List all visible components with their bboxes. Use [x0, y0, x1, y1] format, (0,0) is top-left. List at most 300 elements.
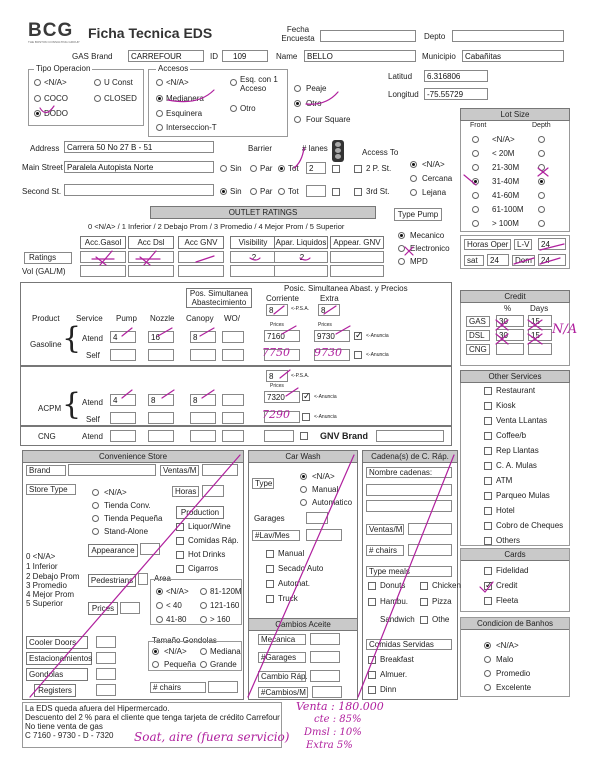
comida-dinn-checkbox[interactable] — [368, 686, 376, 694]
gas-self-anuncia-checkbox[interactable] — [354, 351, 362, 359]
prod-cigarros-checkbox[interactable] — [176, 565, 184, 573]
card-checkbox[interactable] — [484, 597, 492, 605]
id-field[interactable]: 109 — [222, 50, 268, 62]
cng-checkbox[interactable] — [300, 432, 308, 440]
meal-other-checkbox[interactable] — [420, 616, 428, 624]
cw-truck-checkbox[interactable] — [266, 595, 274, 603]
hw-gas-price-e-new: 9730 — [314, 346, 342, 359]
prod-comidas-checkbox[interactable] — [176, 537, 184, 545]
acpm-anuncia-checkbox[interactable] — [302, 393, 310, 401]
acpm-nozzle-field[interactable]: 8 — [148, 394, 174, 406]
comida-dinn-label: Dinn — [380, 685, 397, 694]
store-type-na-radio[interactable] — [92, 489, 99, 496]
outlet-rating-field[interactable]: 2 — [274, 251, 328, 263]
cng-price[interactable] — [264, 430, 294, 442]
credit-pct-field[interactable] — [496, 343, 524, 355]
outlet-scale: 0 <N/A> / 1 Inferior / 2 Debajo Prom / 3 Promedio / 4 Mejor Prom / 5 Superior — [88, 222, 345, 231]
outlet-ratings-title: OUTLET RATINGS — [150, 206, 376, 219]
dom-label: Dom — [512, 255, 535, 266]
appearance-field[interactable] — [140, 543, 160, 555]
cards-title: Cards — [460, 548, 570, 561]
meal-donuts-checkbox[interactable] — [368, 582, 376, 590]
tamano-label: Tamaño Gondolas — [152, 636, 217, 645]
access-cercana-label: Cercana — [422, 174, 453, 183]
acpm-atend-label: Atend — [82, 398, 103, 407]
cadena-nombre-1[interactable] — [366, 484, 452, 496]
bcg-logo: BCG — [28, 20, 74, 41]
access-na-label: <N/A> — [422, 160, 445, 169]
acpm-price-field[interactable]: 7320 — [264, 391, 300, 403]
store-scale-5: 5 Superior — [26, 599, 63, 608]
dom-field[interactable]: 24 — [538, 254, 566, 266]
cw-automat-label: Automat. — [278, 579, 311, 588]
tamano-grande-label: Grande — [210, 660, 237, 669]
gas-anuncia-label: <-Anuncia — [366, 333, 389, 339]
cambios-m-field[interactable] — [312, 686, 342, 698]
cw-manual-checkbox[interactable] — [266, 550, 274, 558]
latitud-label: Latitud — [388, 72, 413, 81]
tipo-coco-label: COCO — [44, 94, 68, 103]
outlet-rating-field[interactable] — [128, 251, 174, 263]
acpm-self-wo[interactable] — [222, 412, 244, 424]
cadena-ventas-label: Ventas/M — [366, 524, 404, 535]
production-label: Production — [176, 506, 224, 519]
store-ventas-field[interactable] — [202, 464, 238, 476]
cng-nozzle[interactable] — [148, 430, 174, 442]
extra-pos-field[interactable]: 8 — [318, 304, 340, 316]
area-40-radio[interactable] — [156, 602, 163, 609]
tamano-grande-radio[interactable] — [200, 661, 207, 668]
note-line-4: C 7160 - 9730 - D - 7320 — [25, 731, 114, 740]
gas-self-label: Self — [86, 351, 100, 360]
meal-pizza-checkbox[interactable] — [420, 598, 428, 606]
gondolas-field[interactable] — [96, 668, 116, 680]
lot-depth-radio[interactable] — [538, 136, 545, 143]
credit-row-label: CNG — [466, 344, 490, 355]
area-81-radio[interactable] — [200, 588, 207, 595]
tamano-pequena-label: Pequeña — [164, 660, 197, 669]
cng-canopy[interactable] — [190, 430, 216, 442]
condicion-label: <N/A> — [496, 641, 519, 650]
service-label: Hotel — [496, 506, 515, 515]
outlet-col-header: Acc.Gasol — [80, 236, 126, 249]
store-type-na-label: <N/A> — [104, 488, 127, 497]
tamano-na-radio[interactable] — [152, 648, 159, 655]
accesos-esquinera-radio[interactable] — [156, 110, 163, 117]
condicion-radio[interactable] — [484, 642, 491, 649]
peaje-otro-radio[interactable] — [294, 100, 301, 107]
cw-secado-checkbox[interactable] — [266, 565, 274, 573]
outlet-rating-field[interactable] — [80, 251, 126, 263]
accesos-otro-radio[interactable] — [230, 105, 237, 112]
gas-wo-field[interactable] — [222, 331, 244, 343]
lanes-field[interactable]: 2 — [306, 162, 326, 174]
mecanica-field[interactable] — [310, 633, 340, 645]
second-chk-a[interactable] — [332, 188, 340, 196]
service-checkbox[interactable] — [484, 537, 492, 545]
registers-field[interactable] — [96, 684, 116, 696]
prices-label-e: Prices — [318, 322, 332, 328]
lot-size-label: 21-30M — [492, 163, 520, 172]
bcg-logo-sub: THE BOSTON CONSULTING GROUP — [28, 40, 80, 44]
lot-front-radio[interactable] — [472, 206, 479, 213]
outlet-vol-field[interactable] — [178, 265, 224, 277]
meal-chicken-checkbox[interactable] — [420, 582, 428, 590]
tipo-operacion-title: Tipo Operacion — [36, 64, 91, 73]
tipo-uconst-label: U Const — [104, 78, 133, 87]
outlet-rating-field[interactable]: 2 — [230, 251, 276, 263]
cw-automat-checkbox[interactable] — [266, 580, 274, 588]
depto-field[interactable] — [452, 30, 564, 42]
comida-almuer-checkbox[interactable] — [368, 671, 376, 679]
tamano-mediana-radio[interactable] — [200, 648, 207, 655]
main-sin-label: Sin — [230, 164, 242, 173]
estac-field[interactable] — [96, 652, 116, 664]
gas-atend-label: Atend — [82, 334, 103, 343]
municipio-field[interactable]: Cabañitas — [462, 50, 564, 62]
acpm-anuncia-label: <-Anuncia — [314, 394, 337, 400]
lot-front-radio[interactable] — [472, 220, 479, 227]
meal-hambu-checkbox[interactable] — [368, 598, 376, 606]
acpm-wo-field[interactable] — [222, 394, 244, 406]
pump-mecanico-radio[interactable] — [398, 232, 405, 239]
lot-size-label: 61-100M — [492, 205, 524, 214]
carwash-manual-label: Manual — [312, 485, 339, 494]
lot-depth-label: Depth — [532, 122, 551, 129]
acpm-self-pump[interactable] — [110, 412, 136, 424]
outlet-vol-field[interactable] — [330, 265, 384, 277]
store-brand-field[interactable] — [68, 464, 156, 476]
acpm-self-anuncia-checkbox[interactable] — [302, 413, 310, 421]
service-checkbox[interactable] — [484, 402, 492, 410]
address-label: Address — [30, 144, 60, 153]
access-cercana-radio[interactable] — [410, 175, 417, 182]
store-type-conv-radio[interactable] — [92, 502, 99, 509]
lot-front-radio[interactable] — [472, 150, 479, 157]
credit-days-field[interactable]: 15 — [528, 329, 552, 341]
gas-canopy-field[interactable]: 8 — [190, 331, 216, 343]
area-41-radio[interactable] — [156, 616, 163, 623]
horas-oper-label: Horas Oper — [464, 239, 511, 250]
psa-label: <-P.S.A. — [291, 306, 310, 312]
outlet-vol-field[interactable] — [274, 265, 328, 277]
access-lejana-radio[interactable] — [410, 189, 417, 196]
service-label: Rep Llantas — [496, 446, 539, 455]
acpm-canopy-field[interactable]: 8 — [190, 394, 216, 406]
cng-label: CNG — [38, 432, 56, 441]
area-160-label: > 160 — [210, 615, 231, 624]
area-na-radio[interactable] — [156, 588, 163, 595]
address-field[interactable]: Carrera 50 No 27 B - 51 — [64, 141, 214, 153]
second-tot-radio[interactable] — [278, 188, 285, 195]
acpm-psa-label: <-P.S.A. — [291, 373, 310, 379]
store-chairs-field[interactable] — [208, 681, 238, 693]
condicion-label: Malo — [496, 655, 514, 664]
main-par-label: Par — [260, 164, 273, 173]
gnv-brand-label: GNV Brand — [320, 431, 369, 441]
pump-mecanico-label: Mecanico — [410, 231, 445, 240]
main-street-field[interactable]: Paralela Autopista Norte — [64, 161, 214, 173]
lv-label: L-V — [514, 239, 532, 250]
lot-depth-radio[interactable] — [538, 206, 545, 213]
hw-acpm-price-new: 7290 — [262, 408, 290, 421]
accesos-interseccion-label: Interseccion-T — [166, 123, 217, 132]
service-checkbox[interactable] — [484, 492, 492, 500]
service-label: C. A. Mulas — [496, 461, 537, 470]
gas-self-wo[interactable] — [222, 349, 244, 361]
second-sin-radio[interactable] — [220, 188, 227, 195]
outlet-vol-field[interactable] — [230, 265, 276, 277]
accesos-title: Accesos — [158, 64, 189, 73]
service-label: Cobro de Cheques — [496, 521, 564, 530]
accesos-interseccion-radio[interactable] — [156, 124, 163, 131]
tipo-uconst-radio[interactable] — [94, 79, 101, 86]
cadena-nombre-2[interactable] — [366, 500, 452, 512]
card-checkbox[interactable] — [484, 567, 492, 575]
carwash-garages-label: Garages — [254, 514, 285, 523]
sat-label: sat — [464, 255, 484, 266]
store-horas-field[interactable] — [202, 485, 224, 497]
outlet-rating-field[interactable] — [330, 251, 384, 263]
lv-field[interactable]: 24 — [538, 238, 566, 250]
carwash-manual-radio[interactable] — [300, 486, 307, 493]
access-na-radio[interactable] — [410, 161, 417, 168]
ratings-label: Ratings — [24, 252, 72, 264]
store-chairs-label: # chairs — [150, 682, 206, 693]
pedestrians-label: Pedestrians — [88, 574, 136, 587]
accesos-medianera-radio[interactable] — [156, 95, 163, 102]
depto-label: Depto — [424, 32, 446, 41]
gas-brand-label: GAS Brand — [72, 52, 113, 61]
service-checkbox[interactable] — [484, 387, 492, 395]
condicion-radio[interactable] — [484, 670, 491, 677]
gnv-brand-field[interactable] — [376, 430, 444, 442]
main-tot-radio[interactable] — [278, 165, 285, 172]
condicion-radio[interactable] — [484, 684, 491, 691]
estac-label: Estacionamientos — [26, 652, 92, 665]
credit-row-label: GAS — [466, 316, 490, 327]
lot-size-title: Lot Size — [460, 108, 570, 121]
third-st-checkbox[interactable] — [354, 188, 362, 196]
gas-price-e-field[interactable]: 9730 — [314, 330, 350, 342]
service-checkbox[interactable] — [484, 432, 492, 440]
fecha-field[interactable] — [320, 30, 416, 42]
service-checkbox[interactable] — [484, 417, 492, 425]
tipo-dodo-radio[interactable] — [34, 110, 41, 117]
store-type-stand-radio[interactable] — [92, 528, 99, 535]
prod-hotdrinks-checkbox[interactable] — [176, 551, 184, 559]
main-chk-a[interactable] — [332, 165, 340, 173]
pump-electronico-radio[interactable] — [398, 245, 405, 252]
second-sin-label: Sin — [230, 187, 242, 196]
area-81-label: 81-120M — [210, 587, 242, 596]
tipo-closed-label: CLOSED — [104, 94, 137, 103]
gas-pump-field[interactable]: 4 — [110, 331, 136, 343]
prod-liquor-checkbox[interactable] — [176, 523, 184, 531]
hw-cte: cte : 85% — [314, 714, 362, 725]
hw-extra: Extra 5% — [306, 740, 353, 751]
service-label: Coffee/b — [496, 431, 527, 440]
gas-price-c-field[interactable]: 7160 — [264, 330, 300, 342]
condicion-radio[interactable] — [484, 656, 491, 663]
gas-self-pump[interactable] — [110, 349, 136, 361]
cng-wo[interactable] — [222, 430, 244, 442]
longitud-field[interactable]: -75.55729 — [424, 88, 488, 100]
acpm-self-nozzle[interactable] — [148, 412, 174, 424]
store-type-pequena-radio[interactable] — [92, 515, 99, 522]
lot-depth-radio[interactable] — [538, 164, 545, 171]
area-40-label: < 40 — [166, 601, 182, 610]
two-p-st-checkbox[interactable] — [354, 165, 362, 173]
carwash-na-label: <N/A> — [312, 472, 335, 481]
tipo-closed-radio[interactable] — [94, 95, 101, 102]
col-nozzle: Nozzle — [150, 314, 175, 323]
prod-liquor-label: Liquor/Wine — [188, 522, 231, 531]
peaje-otro-label: Otro — [306, 99, 322, 108]
store-type-label: Store Type — [26, 484, 76, 495]
accesos-esq1-radio[interactable] — [230, 79, 237, 86]
peaje-radio[interactable] — [294, 85, 301, 92]
corriente-label: Corriente — [266, 294, 299, 303]
tipo-na-radio[interactable] — [34, 79, 41, 86]
lot-front-radio[interactable] — [472, 164, 479, 171]
gas-self-canopy[interactable] — [190, 349, 216, 361]
cadena-ventas-field[interactable] — [408, 523, 452, 535]
service-checkbox[interactable] — [484, 507, 492, 515]
cambio-rap-field[interactable] — [310, 670, 340, 682]
vol-label: Vol (GAL/M) — [22, 267, 66, 276]
second-st-field[interactable] — [64, 184, 214, 196]
store-type-pequena-label: Tienda Pequeña — [104, 514, 163, 523]
area-na-label: <N/A> — [166, 587, 189, 596]
lot-depth-radio[interactable] — [538, 220, 545, 227]
note-line-2: Descuento del 2 % para el cliente que tenga tarjeta de crédito Carrefour — [25, 713, 280, 722]
cng-pump[interactable] — [110, 430, 136, 442]
credit-pct-field[interactable]: 30 — [496, 329, 524, 341]
tipo-coco-radio[interactable] — [34, 95, 41, 102]
gas-brand-field[interactable]: CARREFOUR — [128, 50, 204, 62]
tamano-na-label: <N/A> — [164, 647, 187, 656]
service-checkbox[interactable] — [484, 462, 492, 470]
store-scale-2: 2 Debajo Prom — [26, 572, 80, 581]
two-p-st-label: 2 P. St. — [366, 164, 392, 173]
area-121-radio[interactable] — [200, 602, 207, 609]
cooler-field[interactable] — [96, 636, 116, 648]
store-prices-field[interactable] — [120, 602, 140, 614]
gasoline-brace: { — [62, 321, 82, 356]
name-field[interactable]: BELLO — [304, 50, 416, 62]
credit-pct-field[interactable]: 30 — [496, 315, 524, 327]
gas-anuncia-checkbox[interactable] — [354, 332, 362, 340]
lot-size-label: 31-40M — [492, 177, 520, 186]
municipio-label: Municipio — [422, 52, 456, 61]
accesos-esq1-label: Esq. con 1 Acceso — [240, 75, 278, 93]
lot-front-radio[interactable] — [472, 136, 479, 143]
lot-depth-radio[interactable] — [538, 150, 545, 157]
credit-days-field[interactable] — [528, 343, 552, 355]
carwash-type-label: Type — [252, 478, 274, 489]
accesos-otro-label: Otro — [240, 104, 256, 113]
second-lanes-field[interactable] — [306, 185, 326, 197]
accesos-medianera-label: Medianera — [166, 94, 204, 103]
acpm-self-anuncia-label: <-Anuncia — [314, 414, 337, 420]
service-checkbox[interactable] — [484, 477, 492, 485]
third-st-label: 3rd St. — [366, 187, 390, 196]
outlet-col-header: Visibility — [230, 236, 276, 249]
carwash-na-radio[interactable] — [300, 473, 307, 480]
outlet-vol-field[interactable] — [128, 265, 174, 277]
prices-label-c: Prices — [270, 322, 284, 328]
condicion-title: Condicion de Banhos — [460, 617, 570, 630]
service-checkbox[interactable] — [484, 522, 492, 530]
four-square-label: Four Square — [306, 115, 351, 124]
accesos-na-radio[interactable] — [156, 79, 163, 86]
cw-manual-label: Manual — [278, 549, 305, 558]
lot-front-radio[interactable] — [472, 192, 479, 199]
corriente-pos-field[interactable]: 8 — [266, 304, 288, 316]
lot-front-radio[interactable] — [472, 178, 479, 185]
comida-breakfast-label: Breakfast — [380, 655, 414, 664]
second-par-radio[interactable] — [250, 188, 257, 195]
col-pump: Pump — [116, 314, 137, 323]
gas-nozzle-field[interactable]: 16 — [148, 331, 174, 343]
acpm-self-canopy[interactable] — [190, 412, 216, 424]
col-service: Service — [76, 314, 103, 323]
lot-depth-radio[interactable] — [538, 192, 545, 199]
meal-other-label: Othe — [432, 615, 450, 624]
latitud-field[interactable]: 6.316806 — [424, 70, 488, 82]
main-par-radio[interactable] — [250, 165, 257, 172]
gas-self-nozzle[interactable] — [148, 349, 174, 361]
garages2-field[interactable] — [310, 651, 340, 663]
carwash-title: Car Wash — [248, 450, 358, 463]
sat-field[interactable]: 24 — [487, 254, 509, 266]
outlet-rating-field[interactable] — [178, 251, 224, 263]
gondolas-label: Gondolas — [26, 668, 88, 681]
carwash-garages-field[interactable] — [306, 512, 328, 524]
lot-front-label: Front — [470, 122, 487, 129]
acpm-label: ACPM — [38, 404, 62, 413]
area-160-radio[interactable] — [200, 616, 207, 623]
lav-field[interactable] — [306, 529, 342, 541]
outlet-vol-field[interactable] — [80, 265, 126, 277]
service-checkbox[interactable] — [484, 447, 492, 455]
carwash-auto-radio[interactable] — [300, 499, 307, 506]
card-checkbox[interactable] — [484, 582, 492, 590]
acpm-pump-field[interactable]: 4 — [110, 394, 136, 406]
accesos-esquinera-label: Esquinera — [166, 109, 203, 118]
lot-depth-radio[interactable] — [538, 178, 545, 185]
tipo-dodo-label: DODO — [44, 109, 68, 118]
main-sin-radio[interactable] — [220, 165, 227, 172]
cadena-chairs-field[interactable] — [408, 544, 452, 556]
tamano-mediana-label: Mediana — [210, 647, 241, 656]
store-scale-1: 1 Inferior — [26, 562, 58, 571]
pump-mpd-radio[interactable] — [398, 258, 405, 265]
tamano-pequena-radio[interactable] — [152, 661, 159, 668]
credit-days-field[interactable]: 15 — [528, 315, 552, 327]
name-label: Name — [276, 52, 298, 61]
credit-days-label: Days — [530, 304, 549, 313]
cadena-chairs-label: # chairs — [366, 545, 404, 556]
pedestrians-field[interactable] — [138, 573, 148, 585]
comida-breakfast-checkbox[interactable] — [368, 656, 376, 664]
hw-ventas: Venta : 180.000 — [296, 700, 384, 713]
outlet-col-header: Acc GNV — [178, 236, 224, 249]
acpm-pos-field[interactable]: 8 — [266, 370, 288, 382]
four-square-radio[interactable] — [294, 116, 301, 123]
barrier-label: Barrier — [248, 144, 273, 153]
